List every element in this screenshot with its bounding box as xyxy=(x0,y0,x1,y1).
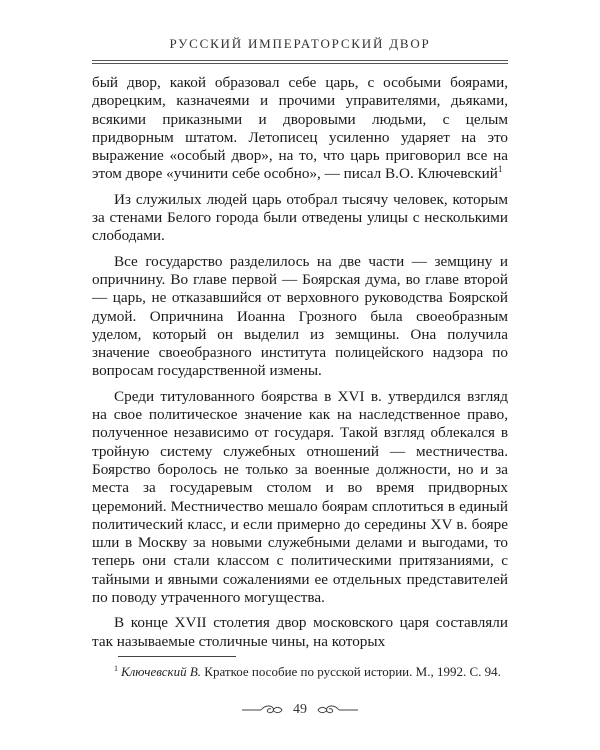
paragraph-3: Все государство разделилось на две части — земщину и опричнину. Во главе первой — Боярская дума, во главе второй — царь, не отказавшийся от верховного руководства Боярской думой. Опричнина Иоанна Грозного была своеобразным уделом, который он выделил из земщины. Она получила значение своеобразного института полицейского надзора по вопросам государственной измены. xyxy=(92,252,508,380)
header-double-rule xyxy=(92,60,508,64)
footnote-author: Ключевский В. xyxy=(121,664,202,679)
paragraph-4: Среди титулованного боярства в XVI в. утвердился взгляд на свое политическое значение как на наследственное право, полученное независимо от государя. Такой взгляд облекался в тройную систему служебных отношений — местничества. Боярство боролось не только за военные должности, но и за места за государевым столом и во время придворных церемоний. Местничество мешало боярам сплотиться в единый политический класс, и если примерно до середины XV в. бояре шли в Москву за новыми служебными делами и выгодами, то теперь они стали классом с политическими притязаниями, с тайными и явными сожалениями ее отдельных представителей по поводу утраченного могущества. xyxy=(92,387,508,607)
scroll-ornament-right-icon xyxy=(317,704,359,716)
footnote-source: Краткое пособие по русской истории. М., 1992. С. 94. xyxy=(204,664,501,679)
scroll-ornament-left-icon xyxy=(241,704,283,716)
footnote-number: 1 xyxy=(114,663,118,673)
main-text xyxy=(92,74,508,658)
footnote xyxy=(92,664,508,681)
paragraph-5: В конце XVII столетия двор московского царя составляли так называемые столичные чины, на которых xyxy=(92,614,508,650)
running-head: РУССКИЙ ИМПЕРАТОРСКИЙ ДВОР xyxy=(169,36,431,51)
footnote-ref[interactable]: 1 xyxy=(497,164,503,175)
page-number: 49 xyxy=(293,702,307,717)
paragraph-2: Из служилых людей царь отобрал тысячу человек, которым за стенами Белого города были отведены улицы с несколькими слободами. xyxy=(92,190,508,245)
paragraph-1-text: бый двор, какой образовал себе царь, с особыми боярами, дворецким, казначеями и прочими управителями, дьяками, всякими приказными и дворовыми людьми, с целым придворным штатом. Летописец усиленно ударяет на это выражение «особый двор», на то, что царь приговорил все на этом дворе «учинити себе особно», — писал В.О. Ключевский xyxy=(92,74,508,183)
page-folio xyxy=(200,700,400,720)
footnote-separator xyxy=(118,656,236,657)
paragraph-1 xyxy=(92,74,508,184)
